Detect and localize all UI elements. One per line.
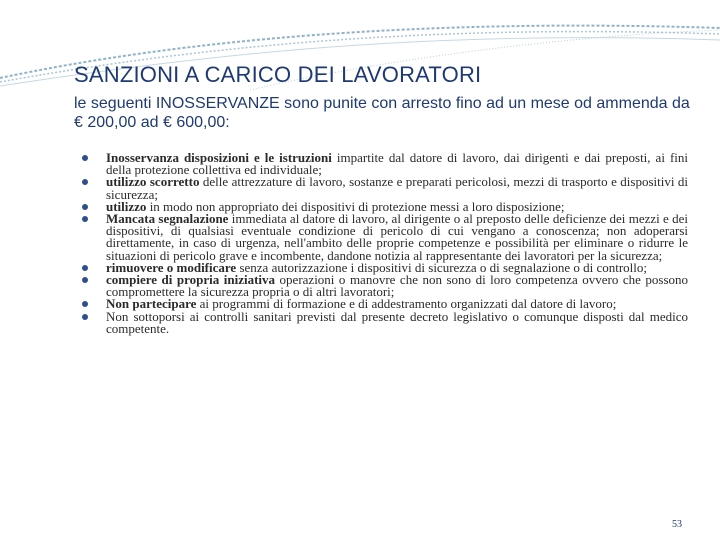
bullet-icon xyxy=(82,204,88,210)
item-text: in modo non appropriato dei dispositivi di protezione messi a loro disposizione; xyxy=(146,198,565,214)
item-text: delle attrezzature di lavoro, sostanze e preparati pericolosi, mezzi di trasporto e dispositivi di sicurezza; xyxy=(106,174,689,202)
item-emphasis: Non partecipare xyxy=(106,296,197,312)
item-text: Non sottoporsi ai controlli sanitari previsti dal presente decreto legislativo o comunque disposti dal medico competente. xyxy=(106,308,688,336)
list-item xyxy=(82,308,688,336)
subtitle-rest: sono punite con arresto fino ad un mese od ammenda da € 200,00 ad € 600,00: xyxy=(74,95,690,131)
item-emphasis: Mancata segnalazione xyxy=(106,211,229,227)
bullet-icon xyxy=(82,301,88,307)
item-emphasis: utilizzo scorretto xyxy=(106,174,200,190)
item-text: senza autorizzazione i dispositivi di sicurezza o di segnalazione o di controllo; xyxy=(236,259,648,275)
item-text: ai programmi di formazione e di addestramento organizzati dal datore di lavoro; xyxy=(196,296,617,312)
list-item xyxy=(82,213,688,262)
list-item xyxy=(82,176,688,200)
subtitle-emphasis: INOSSERVANZE xyxy=(155,95,280,112)
slide-subtitle xyxy=(74,94,694,132)
infractions-list xyxy=(82,152,688,335)
bullet-icon xyxy=(82,314,88,320)
item-emphasis: Inosservanza disposizioni e le istruzioni xyxy=(106,150,332,165)
subtitle-lead: le seguenti xyxy=(74,95,156,112)
list-item xyxy=(82,152,688,176)
bullet-icon xyxy=(82,179,88,185)
item-text: operazioni o manovre che non sono di loro competenza ovvero che possono compromettere la sicurezza propria o di altri lavoratori; xyxy=(106,272,688,300)
slide-title: SANZIONI A CARICO DEI LAVORATORI xyxy=(74,62,482,87)
bullet-icon xyxy=(82,216,88,222)
bullet-icon xyxy=(82,277,88,283)
list-item xyxy=(82,274,688,298)
item-text: immediata al datore di lavoro, al dirigente o al preposto delle deficienze dei mezzi e dei dispositivi, di qualsiasi eventuale condizione di pericolo di cui vengano a conoscenza; non adoperarsi direttamente, in caso di urgenza, nell'ambito delle proprie competenze e possibilità per eliminare o ridurre le situazioni di pericolo grave e incombente, dandone notizia al rappresentante dei lavoratori per la sicurezza; xyxy=(106,211,688,263)
item-emphasis: compiere di propria iniziativa xyxy=(106,272,276,288)
bullet-icon xyxy=(82,155,88,161)
bullet-icon xyxy=(82,265,88,271)
page-number: 53 xyxy=(672,519,682,530)
item-emphasis: rimuovere o modificare xyxy=(106,259,237,275)
item-emphasis: utilizzo xyxy=(106,198,147,214)
item-text: impartite dal datore di lavoro, dai dirigenti e dai preposti, ai fini della protezione collettiva ed individuale; xyxy=(106,150,688,178)
